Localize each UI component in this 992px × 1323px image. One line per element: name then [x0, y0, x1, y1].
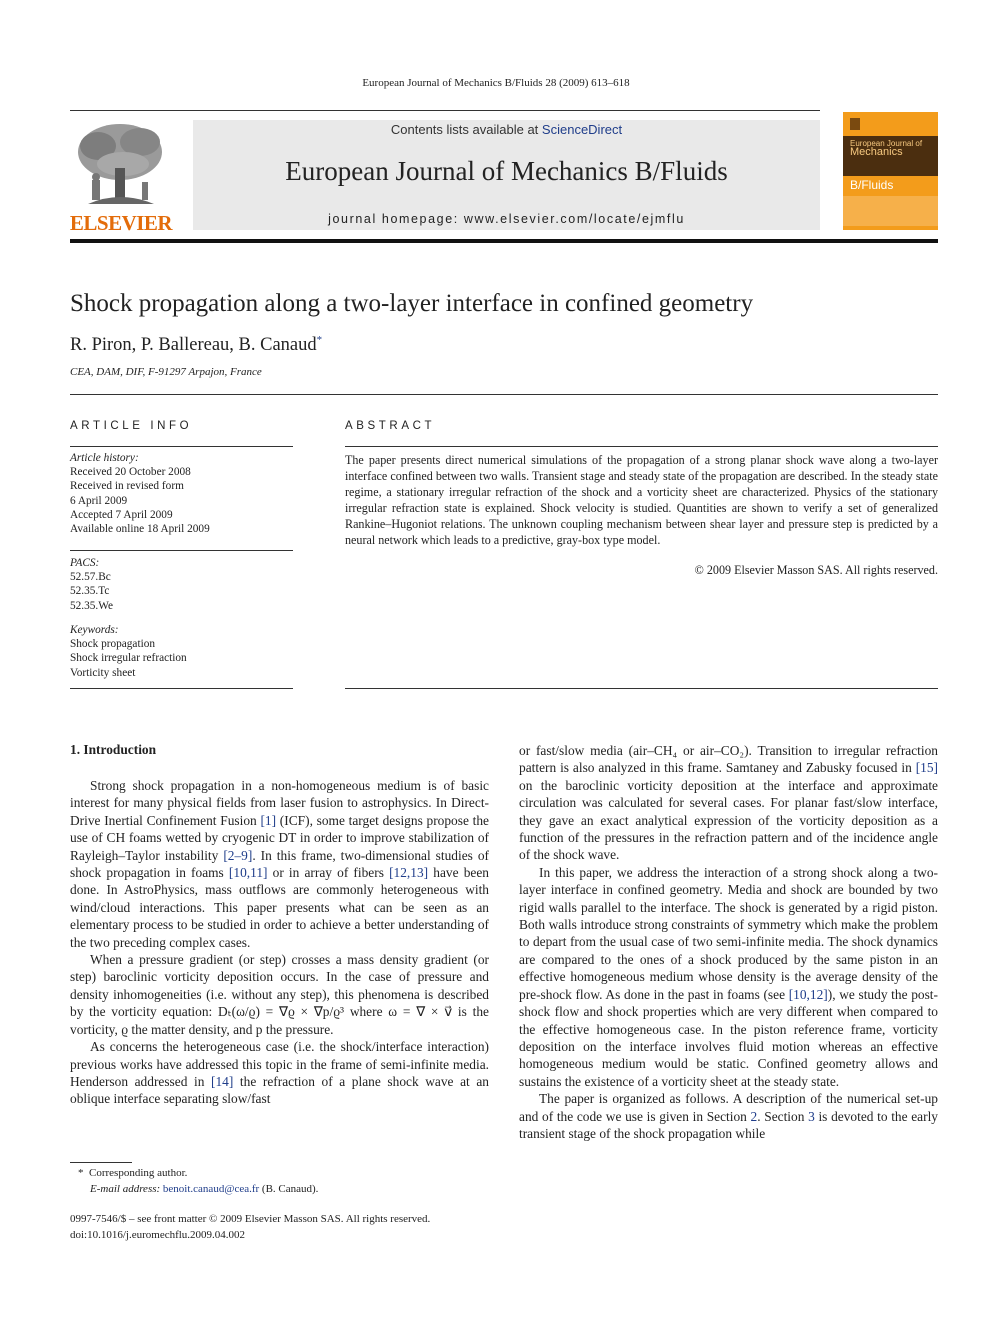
- contents-line: [193, 122, 820, 137]
- cover-line1: European Journal of: [850, 139, 923, 148]
- affiliation: CEA, DAM, DIF, F-91297 Arpajon, France: [70, 366, 262, 378]
- journal-citation: European Journal of Mechanics B/Fluids 28 (2009) 613–618: [362, 77, 630, 89]
- front-matter-footer: [70, 1211, 430, 1243]
- journal-masthead: [193, 120, 820, 230]
- masthead-rule: [70, 239, 938, 243]
- corresponding-author-mark[interactable]: *: [316, 334, 323, 346]
- keywords: [70, 623, 293, 680]
- contents-prefix: Contents lists available at: [390, 122, 539, 137]
- reference-link[interactable]: [2–9]: [223, 847, 253, 863]
- pacs-label: PACS:: [70, 557, 100, 569]
- paragraph: [70, 777, 489, 951]
- info-rule: [70, 688, 293, 689]
- footnote-mark: *: [78, 1167, 84, 1179]
- journal-homepage[interactable]: journal homepage: www.elsevier.com/locate/ejmflu: [328, 212, 685, 226]
- cover-line2: Mechanics: [850, 146, 903, 158]
- publisher-name: ELSEVIER: [69, 211, 173, 235]
- paragraph: [70, 1038, 489, 1108]
- section-link[interactable]: 2: [750, 1108, 758, 1124]
- text-run: . In this frame, two-dimensional studies of shock propagation in foams: [70, 847, 489, 881]
- elsevier-tree-icon: [68, 120, 174, 208]
- body-column-left: [70, 777, 489, 1108]
- text-run: on the baroclinic vorticity deposition at the interface and approximate circulation was calculated for several cases. For planar fast/slow interface, they gave an exact analytical expression of the vorticity deposition as a function of the pressures in the refraction pattern and of the incidence angle of the shock wave.: [519, 777, 938, 863]
- abstract-rule: [345, 688, 938, 689]
- header-rule: [70, 110, 820, 111]
- abstract-heading: ABSTRACT: [345, 420, 436, 432]
- cover-line3: B/Fluids: [850, 178, 894, 192]
- text-run: In this paper, we address the interaction of a strong shock along a two-layer interface in confined geometry. Media and shock are bounded by two rigid walls parallel to the interface. The shock is generated by a rigid piston. Both walls introduce strong constraints of symmetry which make the problem to depart from the usual case of two semi-infinite media. The shock dynamics are compared to the ones of a shock produced by the same piston in an effective homogeneous medium whose density is the average density of the pre-shock flow. As done in the past in foams (see: [519, 864, 938, 1002]
- pacs-codes: [70, 556, 293, 613]
- section-link[interactable]: 3: [808, 1108, 815, 1124]
- cover-emblem-icon: [850, 118, 860, 130]
- cover-pattern: [843, 196, 938, 226]
- keywords-label: Keywords:: [70, 624, 119, 636]
- pacs-item: 52.35.Tc: [70, 585, 110, 598]
- body-column-right: [519, 742, 938, 1142]
- keyword-item: Shock propagation: [70, 638, 156, 651]
- text-run: The paper is organized as follows. A description of the numerical set-up and of the code we use is given in Section: [519, 1091, 938, 1124]
- issn-line: 0997-7546/$ – see front matter © 2009 Elsevier Masson SAS. All rights reserved.: [70, 1213, 431, 1225]
- reference-link[interactable]: [10,12]: [788, 986, 828, 1002]
- front-matter-rule: [70, 394, 938, 395]
- paragraph: When a pressure gradient (or step) crosses a mass density gradient (or step) baroclinic vorticity deposition occurs. In the case of pressure and density inhomogeneities (i.e. without any step), this phenomena is described by the vorticity equation: Dₜ(ω/ϱ) = ∇ϱ × ∇p/ϱ³ where ω = ∇ × v⃗ is the vorticity, ϱ the matter density, and p the pressure.: [70, 952, 489, 1037]
- reference-link[interactable]: [1]: [260, 812, 277, 828]
- article-history: [70, 451, 293, 536]
- sciencedirect-link[interactable]: ScienceDirect: [541, 122, 623, 137]
- paragraph: [519, 1090, 938, 1142]
- paragraph: [519, 742, 938, 864]
- email-link[interactable]: benoit.canaud@cea.fr: [162, 1183, 260, 1195]
- corresponding-author-note: Corresponding author.: [89, 1167, 188, 1179]
- article-info-heading: ARTICLE INFO: [70, 420, 193, 432]
- journal-cover: [843, 112, 938, 230]
- article-title: Shock propagation along a two-layer interface in confined geometry: [70, 290, 754, 317]
- abstract-rule: [345, 446, 938, 447]
- keyword-item: Shock irregular refraction: [70, 652, 187, 665]
- footnote: [70, 1165, 318, 1197]
- journal-name: European Journal of Mechanics B/Fluids: [285, 156, 728, 186]
- history-item: Received 20 October 2008: [70, 466, 191, 479]
- keyword-item: Vorticity sheet: [70, 666, 136, 679]
- history-item: Received in revised form: [70, 480, 184, 493]
- pacs-item: 52.57.Bc: [70, 571, 111, 584]
- pacs-item: 52.35.We: [70, 599, 114, 612]
- abstract-copyright: © 2009 Elsevier Masson SAS. All rights reserved.: [694, 563, 938, 577]
- email-label: E-mail address:: [90, 1183, 161, 1195]
- footnote-line: [70, 1165, 318, 1181]
- history-item: Accepted 7 April 2009: [70, 508, 173, 521]
- info-rule: [70, 550, 293, 551]
- text-run: have been done. In AstroPhysics, mass outflows are commonly heterogeneous with wind/cloud interactions. This paper presents what can be seen as an elementary process to be studied in order to achieve a better understanding of the two preceding complex cases.: [70, 865, 489, 950]
- email-line: [70, 1181, 318, 1197]
- section-heading: 1. Introduction: [70, 742, 157, 757]
- history-item: Available online 18 April 2009: [70, 523, 210, 536]
- abstract-text: The paper presents direct numerical simulations of the propagation of a strong planar shock wave along a two-layer interface confined between two walls. Transient stage and steady state of the propagation are described. In the steady state regime, a stationary irregular refraction of the shock and a vorticity sheet are characterized. Physics of the stationary irregular refraction state is explained. Shock velocity is studied. Quantities are shown to verify a set of generalized Rankine–Hugoniot relations. The unknown coupling mechanism between shear layer and pressure step is predicted by a neural network which leads to a predictive, gray-box type model.: [345, 453, 938, 547]
- elsevier-logo: [68, 120, 174, 235]
- doi-line[interactable]: doi:10.1016/j.euromechflu.2009.04.002: [70, 1229, 246, 1241]
- text-run: the refraction of a plane shock wave at an oblique interface separating slow/fast: [70, 1073, 489, 1107]
- author-names: R. Piron, P. Ballereau, B. Canaud: [70, 335, 317, 356]
- text-run: is devoted to the early transient stage of the shock propagation while: [519, 1108, 938, 1141]
- footnote-rule: [70, 1162, 132, 1163]
- history-item: 6 April 2009: [70, 494, 128, 507]
- email-owner: (B. Canaud).: [261, 1183, 319, 1195]
- text-run: Strong shock propagation in a non-homogeneous medium is of basic interest for many physical fields from laser fusion to astrophysics. In Direct-Drive Inertial Confinement Fusion: [70, 778, 489, 828]
- text-run: or fast/slow media (air–CH₄ or air–CO₂). Transition to irregular refraction pattern is also analyzed in this frame. Samtaney and Zabusky focused in: [519, 743, 938, 776]
- info-rule: [70, 446, 293, 447]
- text-run: As concerns the heterogeneous case (i.e. the shock/interface interaction) previous works have addressed this topic in the frame of semi-infinite media. Henderson addressed in: [70, 1039, 489, 1089]
- reference-link[interactable]: [15]: [915, 760, 938, 776]
- paragraph: [519, 864, 938, 1090]
- article-authors: [70, 334, 322, 356]
- text-run: ), we study the post-shock flow and shock properties which are very different when compared to the effective homogeneous case. In the piston reference frame, vorticity deposition on the interface involves fluid motion whereas an effective homogeneous medium would be static. Confined geometry allows and sustains the existence of a vorticity sheet at the steady state.: [519, 986, 938, 1089]
- text-run: (ICF), some target designs propose the use of CH foams wetted by cryogenic DT in order to improve stabilization of Rayleigh–Taylor instability: [70, 812, 489, 863]
- history-label: Article history:: [70, 452, 139, 464]
- text-run: or in array of fibers: [267, 865, 390, 881]
- reference-link[interactable]: [10,11]: [228, 865, 268, 881]
- reference-link[interactable]: [14]: [211, 1073, 234, 1089]
- reference-link[interactable]: [12,13]: [389, 865, 429, 881]
- text-run: . Section: [757, 1108, 809, 1124]
